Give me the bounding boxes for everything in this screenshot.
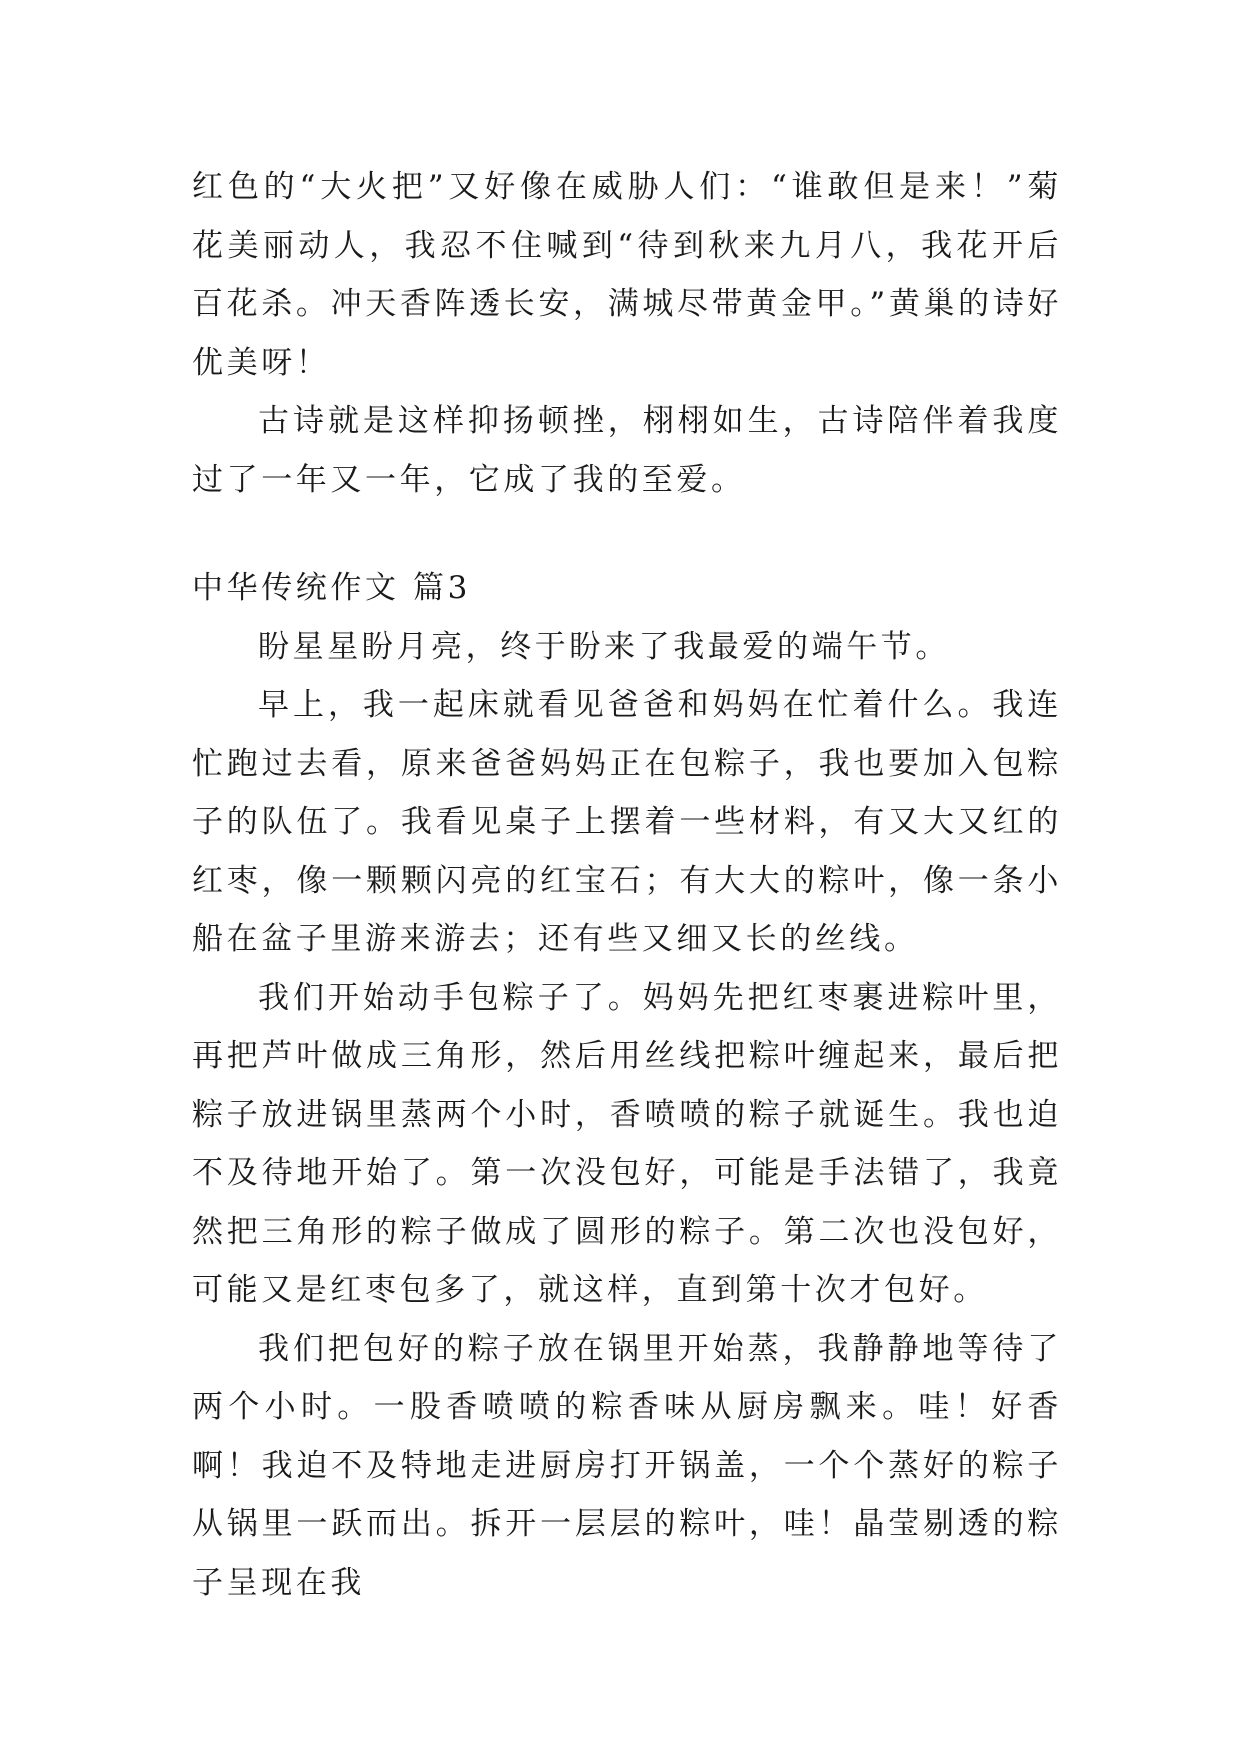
- paragraph-making-zongzi: 我们开始动手包粽子了。妈妈先把红枣裹进粽叶里，再把芦叶做成三角形，然后用丝线把粽叶缠起来，最后把粽子放进锅里蒸两个小时，香喷喷的粽子就诞生。我也迫不及待地开始了。第一次没包好，可能是手法错了，我竟然把三角形的粽子做成了圆形的粽子。第二次也没包好，可能又是红枣包多了，就这样，直到第十次才包好。: [192, 979, 1062, 1308]
- paragraph-steaming-zongzi: 我们把包好的粽子放在锅里开始蒸，我静静地等待了两个小时。一股香喷喷的粽香味从厨房飘来。哇！好香啊！我迫不及特地走进厨房打开锅盖，一个个蒸好的粽子从锅里一跃而出。拆开一层层的粽叶，哇！晶莹剔透的粽子呈现在我: [192, 1330, 1062, 1601]
- paragraph-chrysanthemum: 红色的“大火把”又好像在威胁人们：“谁敢但是来！”菊花美丽动人，我忍不住喊到“待到秋来九月八，我花开后百花杀。冲天香阵透长安，满城尽带黄金甲。”黄巢的诗好优美呀！: [192, 169, 1062, 381]
- document-page: [192, 158, 1062, 1612]
- paragraph-morning: 早上，我一起床就看见爸爸和妈妈在忙着什么。我连忙跑过去看，原来爸爸妈妈正在包粽子，我也要加入包粽子的队伍了。我看见桌子上摆着一些材料，有又大又红的红枣，像一颗颗闪亮的红宝石；有大大的粽叶，像一条小船在盆子里游来游去；还有些又细又长的丝线。: [192, 687, 1062, 957]
- section-heading: 中华传统作文 篇3: [192, 570, 471, 606]
- paragraph-ancient-poems: 古诗就是这样抑扬顿挫，栩栩如生，古诗陪伴着我度过了一年又一年，它成了我的至爱。: [192, 403, 1062, 498]
- paragraph-dragon-boat-intro: 盼星星盼月亮，终于盼来了我最爱的端午节。: [258, 628, 950, 665]
